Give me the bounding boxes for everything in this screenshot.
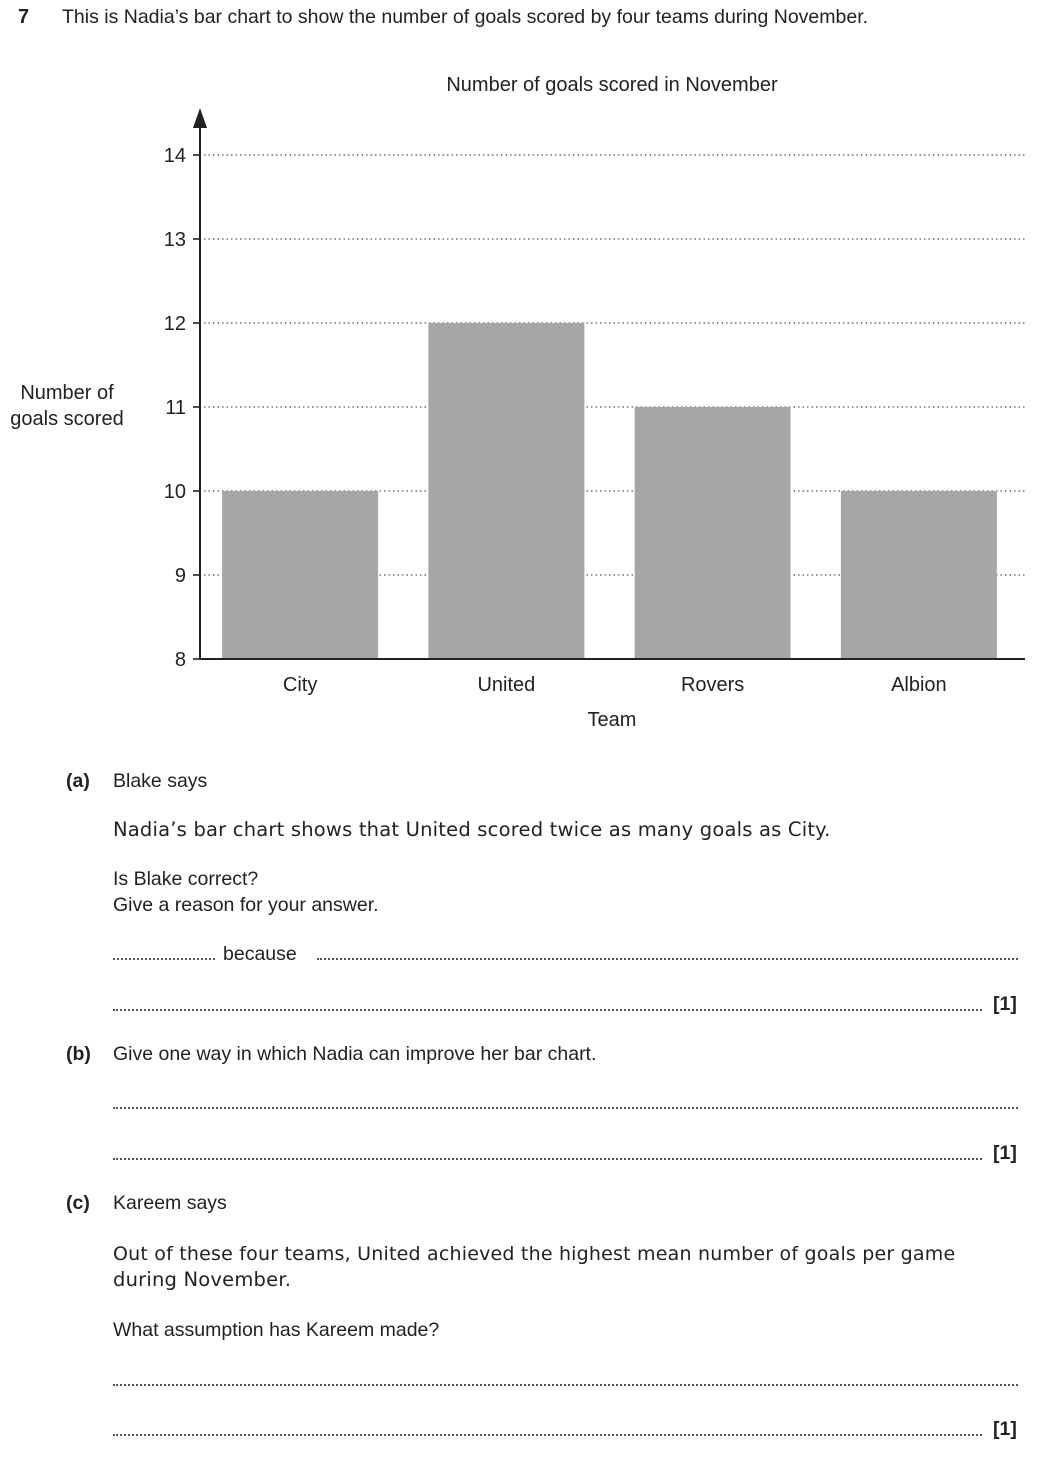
part-c-quote-2: during November. xyxy=(113,1268,292,1291)
x-axis-label: Team xyxy=(587,709,637,731)
part-b-marks: [1] xyxy=(993,1142,1017,1164)
chart-title: Number of goals scored in November xyxy=(446,74,778,96)
y-tick-label-12: 12 xyxy=(163,313,186,335)
answer-line[interactable] xyxy=(113,1384,1018,1386)
x-tick-label-rovers: Rovers xyxy=(680,674,745,696)
part-a-question-2: Give a reason for your answer. xyxy=(113,894,379,916)
y-axis-label xyxy=(0,380,134,432)
bar-city xyxy=(222,491,378,659)
part-a-question-1: Is Blake correct? xyxy=(113,868,259,890)
y-tick-label-8: 8 xyxy=(174,649,186,671)
x-tick-label-united: United xyxy=(477,674,536,696)
part-b-question: Give one way in which Nadia can improve her bar chart. xyxy=(113,1043,597,1065)
part-c-label: (c) xyxy=(66,1192,90,1214)
y-axis-label-line-2: goals scored xyxy=(10,408,124,430)
answer-line[interactable] xyxy=(113,1158,982,1160)
part-b-label: (b) xyxy=(66,1043,91,1065)
answer-line[interactable] xyxy=(113,1434,982,1436)
y-tick-label-10: 10 xyxy=(163,481,186,503)
y-axis-arrow-icon xyxy=(193,108,207,128)
part-a-marks: [1] xyxy=(993,993,1017,1015)
x-tick-label-albion: Albion xyxy=(891,674,947,696)
y-axis-label-line-1: Number of xyxy=(20,382,114,404)
bar-albion xyxy=(841,491,997,659)
bar-rovers xyxy=(635,407,791,659)
y-tick-label-9: 9 xyxy=(174,565,186,587)
answer-line[interactable] xyxy=(113,1009,982,1011)
question-number: 7 xyxy=(18,6,30,28)
y-tick-label-13: 13 xyxy=(163,229,186,251)
answer-line[interactable] xyxy=(317,958,1018,960)
part-a-because: because xyxy=(223,943,297,965)
x-tick-label-city: City xyxy=(282,674,318,696)
y-tick-label-14: 14 xyxy=(163,145,186,167)
answer-line[interactable] xyxy=(113,1107,1018,1109)
bar-chart xyxy=(0,60,1038,740)
y-tick-label-11: 11 xyxy=(165,397,186,419)
answer-line-short[interactable] xyxy=(113,958,215,960)
part-a-quote: Nadia’s bar chart shows that United scored twice as many goals as City. xyxy=(113,818,831,841)
bar-united xyxy=(428,323,584,659)
part-a-label: (a) xyxy=(66,770,90,792)
part-c-quote-1: Out of these four teams, United achieved the highest mean number of goals per game xyxy=(113,1243,956,1265)
part-c-intro: Kareem says xyxy=(113,1192,227,1214)
part-c-question: What assumption has Kareem made? xyxy=(113,1319,440,1341)
part-a-intro: Blake says xyxy=(113,770,208,792)
part-c-marks: [1] xyxy=(993,1418,1017,1440)
question-text: This is Nadia’s bar chart to show the number of goals scored by four teams during November. xyxy=(62,6,869,28)
